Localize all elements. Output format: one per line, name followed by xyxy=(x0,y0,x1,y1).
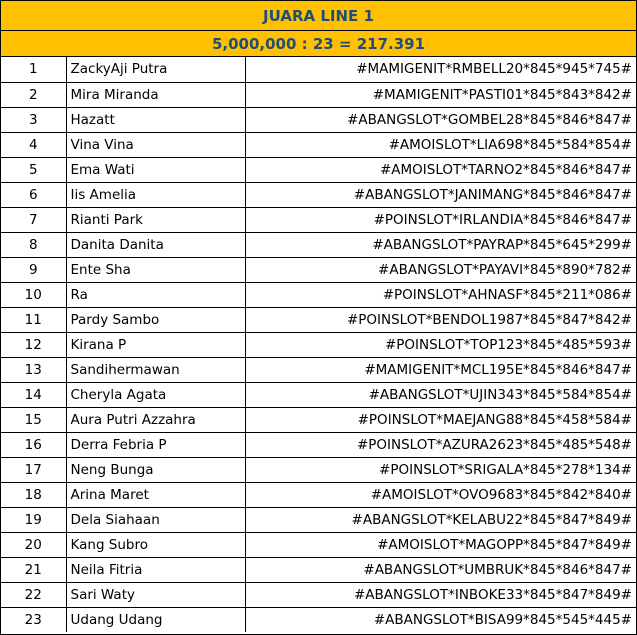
table-row xyxy=(1,207,636,232)
winners-table xyxy=(1,57,636,632)
row-number: 14 xyxy=(1,382,66,407)
winner-name: Cheryla Agata xyxy=(66,382,245,407)
row-number: 2 xyxy=(1,82,66,107)
row-number: 1 xyxy=(1,57,66,82)
table-row xyxy=(1,457,636,482)
row-number: 12 xyxy=(1,332,66,357)
winner-name: Neila Fitria xyxy=(66,557,245,582)
table-row xyxy=(1,157,636,182)
winner-code: #POINSLOT*AHNASF*845*211*086# xyxy=(245,282,636,307)
row-number: 6 xyxy=(1,182,66,207)
winner-code: #ABANGSLOT*INBOKE33*845*847*849# xyxy=(245,582,636,607)
row-number: 21 xyxy=(1,557,66,582)
winner-name: Pardy Sambo xyxy=(66,307,245,332)
winner-name: Neng Bunga xyxy=(66,457,245,482)
table-row xyxy=(1,232,636,257)
row-number: 20 xyxy=(1,532,66,557)
winner-code: #POINSLOT*IRLANDIA*845*846*847# xyxy=(245,207,636,232)
winner-name: Danita Danita xyxy=(66,232,245,257)
table-row xyxy=(1,532,636,557)
row-number: 4 xyxy=(1,132,66,157)
winner-code: #AMOISLOT*MAGOPP*845*847*849# xyxy=(245,532,636,557)
prize-formula: 5,000,000 : 23 = 217.391 xyxy=(1,31,636,57)
row-number: 11 xyxy=(1,307,66,332)
table-row xyxy=(1,332,636,357)
table-row xyxy=(1,557,636,582)
row-number: 15 xyxy=(1,407,66,432)
winner-code: #ABANGSLOT*JANIMANG*845*846*847# xyxy=(245,182,636,207)
winner-name: Vina Vina xyxy=(66,132,245,157)
table-row xyxy=(1,132,636,157)
table-row xyxy=(1,307,636,332)
winner-name: Kirana P xyxy=(66,332,245,357)
winner-name: Sandihermawan xyxy=(66,357,245,382)
table-row xyxy=(1,407,636,432)
winner-code: #ABANGSLOT*KELABU22*845*847*849# xyxy=(245,507,636,532)
winner-name: Hazatt xyxy=(66,107,245,132)
winner-name: Kang Subro xyxy=(66,532,245,557)
table-row xyxy=(1,607,636,632)
table-row xyxy=(1,507,636,532)
row-number: 3 xyxy=(1,107,66,132)
sheet-title: JUARA LINE 1 xyxy=(1,1,636,31)
winner-code: #ABANGSLOT*UJIN343*845*584*854# xyxy=(245,382,636,407)
row-number: 10 xyxy=(1,282,66,307)
row-number: 7 xyxy=(1,207,66,232)
winner-code: #POINSLOT*BENDOL1987*845*847*842# xyxy=(245,307,636,332)
winner-code: #ABANGSLOT*PAYAVI*845*890*782# xyxy=(245,257,636,282)
winner-name: Aura Putri Azzahra xyxy=(66,407,245,432)
row-number: 16 xyxy=(1,432,66,457)
winner-name: Ema Wati xyxy=(66,157,245,182)
winners-table-body xyxy=(1,57,636,632)
winner-code: #POINSLOT*SRIGALA*845*278*134# xyxy=(245,457,636,482)
table-row xyxy=(1,357,636,382)
table-row xyxy=(1,282,636,307)
table-row xyxy=(1,432,636,457)
winner-name: Udang Udang xyxy=(66,607,245,632)
row-number: 5 xyxy=(1,157,66,182)
winner-code: #AMOISLOT*TARNO2*845*846*847# xyxy=(245,157,636,182)
table-row xyxy=(1,57,636,82)
row-number: 18 xyxy=(1,482,66,507)
table-row xyxy=(1,482,636,507)
table-row xyxy=(1,582,636,607)
row-number: 22 xyxy=(1,582,66,607)
table-row xyxy=(1,182,636,207)
winner-code: #MAMIGENIT*PASTI01*845*843*842# xyxy=(245,82,636,107)
winner-name: Arina Maret xyxy=(66,482,245,507)
winner-name: Iis Amelia xyxy=(66,182,245,207)
winner-code: #ABANGSLOT*UMBRUK*845*846*847# xyxy=(245,557,636,582)
winner-name: Rianti Park xyxy=(66,207,245,232)
winner-code: #POINSLOT*TOP123*845*485*593# xyxy=(245,332,636,357)
winner-code: #MAMIGENIT*MCL195E*845*846*847# xyxy=(245,357,636,382)
winner-name: Dela Siahaan xyxy=(66,507,245,532)
winner-code: #ABANGSLOT*PAYRAP*845*645*299# xyxy=(245,232,636,257)
winner-code: #AMOISLOT*OVO9683*845*842*840# xyxy=(245,482,636,507)
row-number: 13 xyxy=(1,357,66,382)
row-number: 9 xyxy=(1,257,66,282)
winner-name: Ente Sha xyxy=(66,257,245,282)
winner-name: Sari Waty xyxy=(66,582,245,607)
winner-name: Mira Miranda xyxy=(66,82,245,107)
winner-code: #MAMIGENIT*RMBELL20*845*945*745# xyxy=(245,57,636,82)
row-number: 17 xyxy=(1,457,66,482)
winner-code: #POINSLOT*AZURA2623*845*485*548# xyxy=(245,432,636,457)
table-row xyxy=(1,382,636,407)
table-row xyxy=(1,107,636,132)
winner-code: #AMOISLOT*LIA698*845*584*854# xyxy=(245,132,636,157)
winner-name: Derra Febria P xyxy=(66,432,245,457)
row-number: 23 xyxy=(1,607,66,632)
table-row xyxy=(1,257,636,282)
winner-code: #POINSLOT*MAEJANG88*845*458*584# xyxy=(245,407,636,432)
winner-code: #ABANGSLOT*BISA99*845*545*445# xyxy=(373,611,632,628)
winner-name: ZackyAji Putra xyxy=(66,57,245,82)
row-number: 8 xyxy=(1,232,66,257)
winner-name: Ra xyxy=(66,282,245,307)
table-row xyxy=(1,82,636,107)
winner-code: #ABANGSLOT*GOMBEL28*845*846*847# xyxy=(245,107,636,132)
row-number: 19 xyxy=(1,507,66,532)
